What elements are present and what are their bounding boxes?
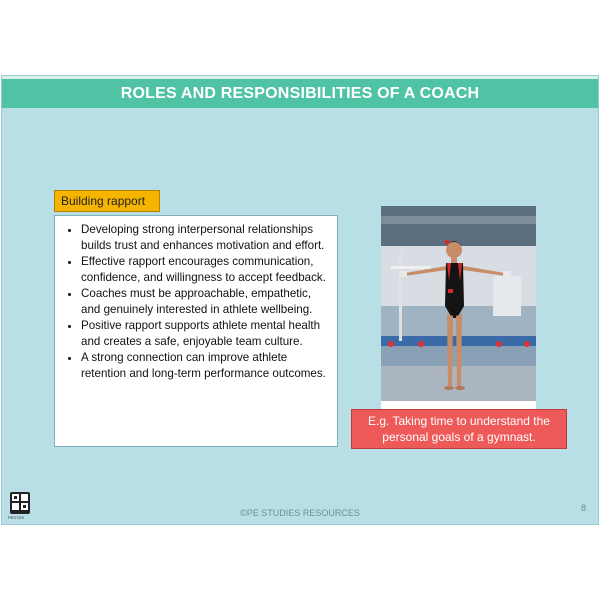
- photo-caption: [381, 401, 536, 409]
- slide-title: ROLES AND RESPONSIBILITIES OF A COACH: [2, 76, 598, 108]
- section-heading: Building rapport: [54, 190, 160, 212]
- gymnast-photo: [381, 206, 536, 403]
- bullet-item: • Positive rapport supports athlete mental health and creates a safe, enjoyable team culture.: [81, 318, 329, 350]
- footer-copyright: ©PE STUDIES RESOURCES: [240, 508, 360, 518]
- logo-label: PESTDS: [8, 515, 25, 520]
- bullet-item: • A strong connection can improve athlete retention and long-term performance outcomes.: [81, 350, 329, 382]
- bullet-item: • Developing strong interpersonal relationships builds trust and enhances motivation and effort.: [81, 222, 329, 254]
- bullet-text-box: [54, 215, 338, 447]
- slide: [1, 75, 599, 525]
- bullet-list: [63, 222, 329, 382]
- example-callout: E.g. Taking time to understand the personal goals of a gymnast.: [351, 409, 567, 449]
- page-number: 8: [580, 503, 586, 513]
- bullet-item: • Effective rapport encourages communication, confidence, and willingness to accept feedback.: [81, 254, 329, 286]
- bullet-item: • Coaches must be approachable, empathetic, and genuinely interested in athlete wellbeing.: [81, 286, 329, 318]
